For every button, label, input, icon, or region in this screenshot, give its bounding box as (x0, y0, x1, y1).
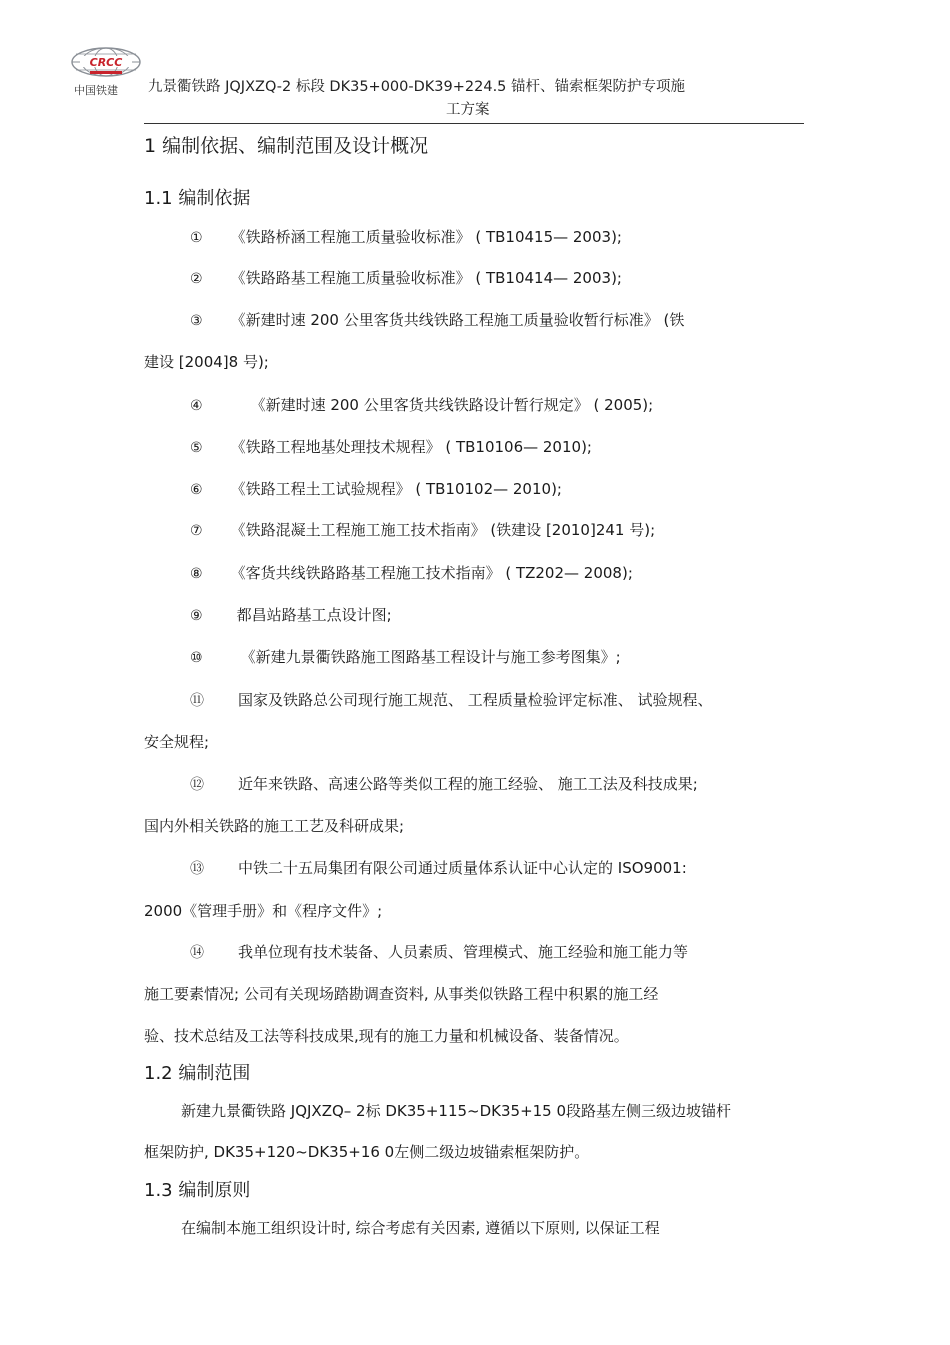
list-item (190, 773, 698, 794)
item-number: ⑨ (190, 608, 203, 624)
item-text: 近年来铁路、高速公路等类似工程的施工经验、 施工工法及科技成果; (238, 775, 698, 793)
logo-text: CRCC (89, 56, 123, 69)
paragraph-line: 框架防护, DK35+120~DK35+16 0左侧二级边坡锚索框架防护。 (144, 1143, 590, 1161)
list-item (190, 267, 622, 288)
list-item (190, 226, 622, 247)
list-item-continuation: 验、技术总结及工法等科技成果,现有的施工力量和机械设备、装备情况。 (144, 1027, 629, 1045)
item-text: 《客货共线铁路路基工程施工技术指南》 ( TZ202— 2008); (230, 564, 633, 582)
item-number: ⑤ (190, 440, 203, 456)
section-title: 1 编制依据、编制范围及设计概况 (144, 135, 429, 157)
heading-1-2: 1.2 编制范围 (144, 1063, 251, 1084)
item-number: ⑬ (190, 861, 204, 877)
running-header-line2: 工方案 (446, 102, 490, 118)
item-text: 《铁路工程土工试验规程》 ( TB10102— 2010); (230, 480, 562, 498)
list-item-continuation: 建设 [2004]8 号); (144, 353, 269, 371)
item-text: 都昌站路基工点设计图; (236, 606, 392, 624)
item-text: 中铁二十五局集团有限公司通过质量体系认证中心认定的 ISO9001: (238, 859, 687, 877)
list-item (190, 436, 592, 457)
list-item (190, 478, 562, 499)
list-item-continuation: 国内外相关铁路的施工工艺及科研成果; (144, 817, 405, 835)
list-item-continuation: 施工要素情况; 公司有关现场踏勘调查资料, 从事类似铁路工程中积累的施工经 (144, 985, 659, 1003)
item-text: 《新建九景衢铁路施工图路基工程设计与施工参考图集》; (240, 648, 621, 666)
list-item (190, 309, 684, 330)
item-number: ⑪ (190, 693, 204, 709)
list-item-continuation: 2000《管理手册》和《程序文件》; (144, 902, 383, 920)
item-text: 我单位现有技术装备、人员素质、管理模式、施工经验和施工能力等 (238, 943, 689, 961)
paragraph-line: 在编制本施工组织设计时, 综合考虑有关因素, 遵循以下原则, 以保证工程 (181, 1219, 660, 1237)
item-text: 国家及铁路总公司现行施工规范、 工程质量检验评定标准、 试验规程、 (238, 691, 713, 709)
running-header-line1: 九景衢铁路 JQJXZQ-2 标段 DK35+000-DK39+224.5 锚杆、锚索框架防护专项施 (148, 79, 686, 95)
item-number: ③ (190, 313, 203, 329)
list-item (190, 394, 653, 415)
item-number: ⑭ (190, 945, 204, 961)
item-number: ⑧ (190, 566, 203, 582)
list-item (190, 604, 392, 625)
list-item (190, 941, 688, 962)
item-number: ⑩ (190, 650, 203, 666)
list-item (190, 562, 633, 583)
item-text: 《铁路混凝土工程施工施工技术指南》 (铁建设 [2010]241 号); (230, 521, 656, 539)
item-text: 《铁路工程地基处理技术规程》 ( TB10106— 2010); (230, 438, 592, 456)
crcc-logo-icon (70, 42, 142, 82)
item-number: ② (190, 271, 203, 287)
list-item-continuation: 安全规程; (144, 733, 210, 751)
item-number: ⑥ (190, 482, 203, 498)
item-text: 《铁路路基工程施工质量验收标准》 ( TB10414— 2003); (230, 269, 622, 287)
item-number: ⑦ (190, 523, 203, 539)
paragraph-line: 新建九景衢铁路 JQJXZQ– 2标 DK35+115~DK35+15 0段路基左侧三级边坡锚杆 (181, 1102, 732, 1120)
item-text: 《铁路桥涵工程施工质量验收标准》 ( TB10415— 2003); (230, 228, 622, 246)
item-text: 《新建时速 200 公里客货共线铁路工程施工质量验收暂行标准》 (铁 (230, 311, 685, 329)
item-number: ⑫ (190, 777, 204, 793)
list-item (190, 646, 621, 667)
heading-1-3: 1.3 编制原则 (144, 1180, 251, 1201)
item-number: ④ (190, 398, 203, 414)
item-text: 《新建时速 200 公里客货共线铁路设计暂行规定》 ( 2005); (250, 396, 654, 414)
list-item (190, 857, 687, 878)
list-item (190, 689, 713, 710)
list-item (190, 519, 655, 540)
heading-1-1: 1.1 编制依据 (144, 188, 251, 209)
item-number: ① (190, 230, 203, 246)
logo-caption: 中国铁建 (74, 84, 118, 97)
header-divider (144, 123, 804, 124)
